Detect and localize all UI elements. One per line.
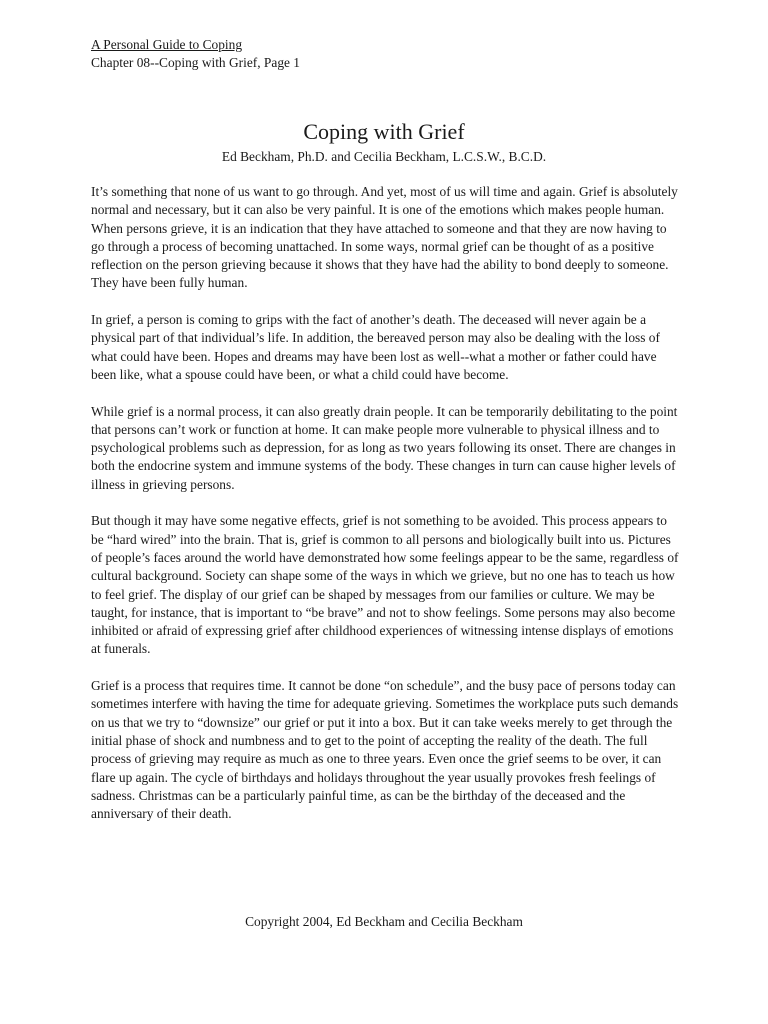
- page-header: [91, 36, 300, 72]
- document-authors: Ed Beckham, Ph.D. and Cecilia Beckham, L.C.S.W., B.C.D.: [221, 149, 547, 164]
- document-title: Coping with Grief: [303, 119, 465, 144]
- paragraph-1: It’s something that none of us want to go through. And yet, most of us will time and again. Grief is absolutely normal and necessary, but it can also be very painful. It is one of the emotions which makes people human. When persons grieve, it is an indication that they have attached to someone and that they are now having to go through a process of becoming unattached. In some ways, normal grief can be thought of as a positive reflection on the person grieving because it shows that they have had the ability to bond deeply to someone. They have been fully human.: [91, 184, 678, 291]
- title-block: [0, 118, 768, 166]
- paragraph-5: Grief is a process that requires time. It cannot be done “on schedule”, and the busy pace of persons today can sometimes interfere with having the time for adequate grieving. Sometimes the workplace puts such demands on us that we try to “downsize” our grief or put it into a box. But it can take weeks merely to get through the initial phase of shock and numbness and to get to the point of accepting the reality of the death. The full process of grieving may require as much as one to three years. Even once the grief seems to be over, it can flare up again. The cycle of birthdays and holidays throughout the year usually provokes fresh feelings of sadness. Christmas can be a particularly painful time, as can be the birthday of the deceased and the anniversary of their death.: [91, 678, 679, 822]
- paragraph-2: In grief, a person is coming to grips with the fact of another’s death. The deceased will never again be a physical part of that individual’s life. In addition, the bereaved person may also be dealing with the loss of what could have been. Hopes and dreams may have been lost as well--what a mother or father could have been like, what a spouse could have been, or what a child could have become.: [91, 312, 660, 382]
- chapter-line: Chapter 08--Coping with Grief, Page 1: [91, 55, 300, 70]
- paragraph-3: While grief is a normal process, it can also greatly drain people. It can be temporarily debilitating to the point that persons can’t work or function at home. It can make people more vulnerable to physical illness and to psychological problems such as depression, for as long as two years following its onset. There are changes in both the endocrine system and immune systems of the body. These changes in turn can cause higher levels of illness in grieving persons.: [91, 403, 678, 492]
- paragraph-4: But though it may have some negative effects, grief is not something to be avoided. This process appears to be “hard wired” into the brain. That is, grief is common to all persons and biologically built into us. Pictures of people’s faces around the world have demonstrated how some feelings appear to be the same, regardless of cultural background. Society can shape some of the ways in which we grieve, but no one has to teach us how to feel grief. The display of our grief can be shaped by messages from our families or culture. We may be taught, for instance, that is important to “be brave” and not to show feelings. Some persons may also become inhibited or afraid of expressing grief after childhood experiences of witnessing intense displays of emotions at funerals.: [91, 513, 679, 657]
- book-title: A Personal Guide to Coping: [91, 37, 243, 52]
- copyright-footer: Copyright 2004, Ed Beckham and Cecilia Beckham: [245, 914, 523, 929]
- document-body: [91, 183, 681, 842]
